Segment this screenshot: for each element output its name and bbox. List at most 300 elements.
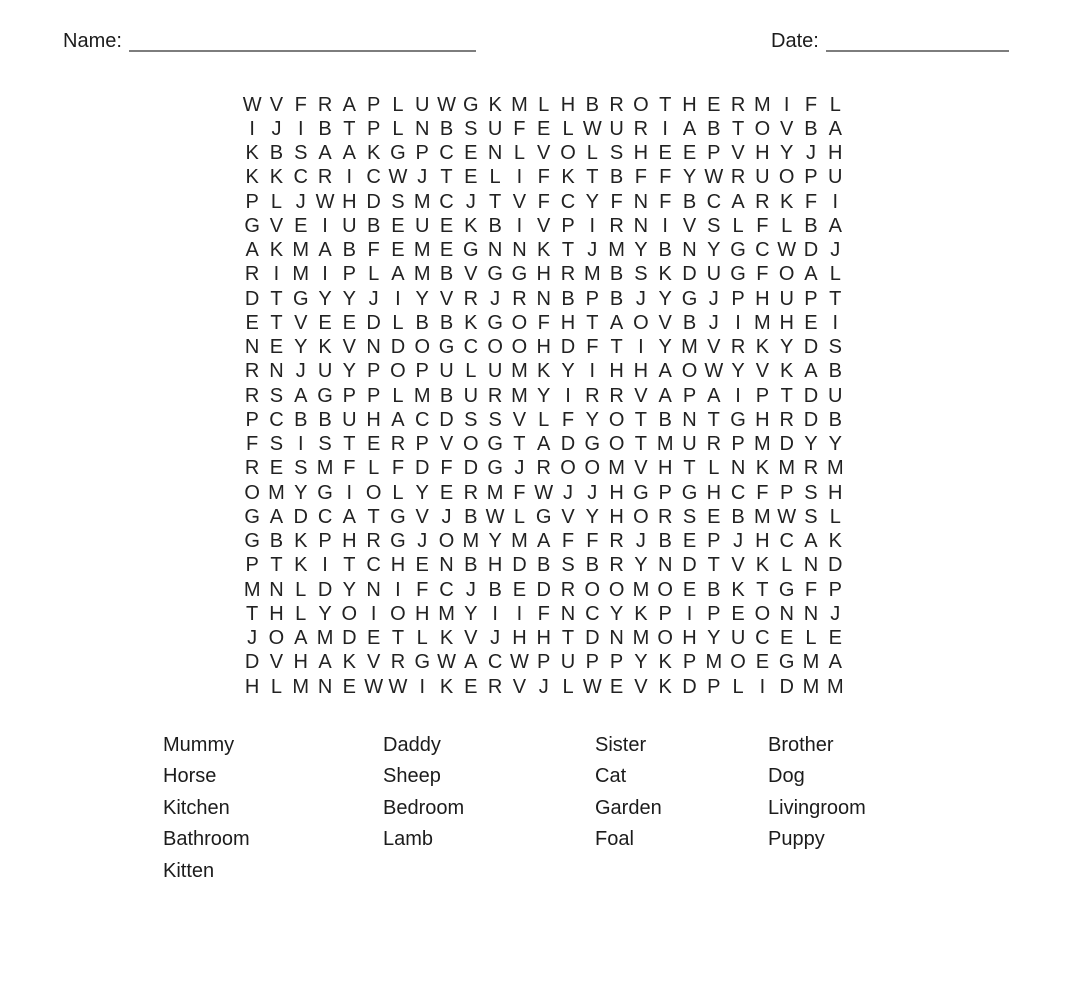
grid-letter: G — [390, 142, 406, 165]
grid-letter: R — [609, 530, 624, 553]
grid-letter: P — [415, 360, 429, 383]
grid-letter: K — [537, 239, 551, 262]
grid-letter: R — [487, 675, 503, 698]
grid-letter: E — [537, 117, 551, 140]
grid-letter: O — [244, 481, 260, 504]
grid-letter: J — [465, 190, 476, 213]
grid-letter: O — [633, 93, 649, 116]
grid-letter: H — [512, 627, 527, 650]
grid-letter: I — [783, 93, 790, 116]
grid-letter: Y — [415, 287, 429, 310]
grid-letter: Y — [294, 481, 308, 504]
grid-letter: A — [682, 117, 697, 140]
grid-letter: H — [342, 190, 357, 213]
grid-letter: G — [730, 263, 746, 286]
grid-letter: F — [659, 166, 672, 189]
grid-letter: O — [633, 505, 649, 528]
grid-letter: A — [464, 651, 478, 674]
grid-letter: B — [537, 554, 551, 577]
grid-letter: I — [322, 263, 328, 286]
grid-letter: T — [561, 627, 575, 650]
grid-letter: R — [317, 166, 333, 189]
grid-letter: E — [294, 214, 308, 237]
grid-letter: I — [589, 214, 596, 237]
grid-letter: U — [828, 384, 843, 407]
grid-letter: O — [341, 602, 358, 625]
grid-letter: T — [586, 166, 599, 189]
grid-letter: C — [706, 190, 722, 213]
grid-letter: R — [317, 93, 333, 116]
grid-letter: K — [439, 627, 454, 650]
grid-letter: E — [366, 433, 381, 456]
grid-letter: Y — [634, 554, 648, 577]
grid-letter: G — [390, 530, 406, 553]
grid-letter: W — [388, 675, 408, 698]
grid-letter: P — [682, 651, 697, 674]
grid-letter: T — [707, 408, 720, 431]
grid-letter: A — [391, 408, 405, 431]
grid-letter: H — [828, 142, 843, 165]
grid-letter: G — [244, 530, 260, 553]
grid-letter: J — [441, 505, 452, 528]
grid-letter: G — [390, 505, 406, 528]
grid-letter: Y — [585, 505, 599, 528]
grid-letter: K — [342, 651, 356, 674]
grid-letter: T — [270, 287, 283, 310]
grid-letter: N — [244, 336, 260, 359]
grid-letter: Y — [464, 602, 478, 625]
grid-letter: K — [537, 360, 551, 383]
grid-letter: W — [485, 505, 505, 528]
grid-letter: R — [244, 384, 260, 407]
grid-letter: U — [317, 360, 333, 383]
grid-letter: Y — [634, 651, 648, 674]
grid-letter: K — [464, 311, 478, 334]
grid-letter: K — [780, 190, 794, 213]
word-list-item: Cat — [595, 765, 627, 788]
grid-letter: D — [512, 554, 527, 577]
grid-letter: M — [292, 675, 310, 698]
word-list-item: Kitchen — [163, 796, 230, 819]
grid-letter: D — [779, 675, 794, 698]
word-list-column — [768, 730, 866, 856]
grid-letter: W — [582, 675, 602, 698]
grid-letter: T — [343, 554, 356, 577]
grid-letter: V — [269, 651, 284, 674]
grid-letter: B — [439, 263, 454, 286]
grid-letter: A — [294, 627, 308, 650]
grid-letter: M — [608, 457, 625, 480]
grid-letter: S — [804, 481, 818, 504]
grid-letter: B — [488, 214, 502, 237]
grid-letter: L — [489, 166, 501, 189]
grid-letter: Y — [561, 360, 575, 383]
grid-letter: V — [634, 457, 648, 480]
grid-letter: O — [438, 530, 455, 553]
grid-letter: M — [705, 651, 723, 674]
grid-letter: O — [390, 360, 406, 383]
grid-letter: N — [730, 457, 746, 480]
grid-letter: P — [585, 287, 599, 310]
grid-letter: Y — [780, 336, 794, 359]
grid-letter: M — [681, 336, 698, 359]
grid-letter: S — [828, 336, 842, 359]
grid-letter: W — [534, 481, 554, 504]
grid-letter: L — [805, 627, 817, 650]
grid-letter: R — [706, 433, 722, 456]
grid-letter: A — [707, 384, 721, 407]
grid-letter: E — [755, 651, 770, 674]
grid-letter: H — [609, 505, 624, 528]
grid-letter: U — [682, 433, 697, 456]
grid-letter: F — [804, 190, 818, 213]
grid-letter: F — [804, 93, 818, 116]
grid-letter: V — [464, 627, 478, 650]
grid-letter: I — [662, 117, 668, 140]
grid-letter: T — [561, 239, 575, 262]
grid-letter: P — [366, 360, 381, 383]
grid-letter: U — [439, 360, 454, 383]
grid-letter: B — [561, 287, 575, 310]
grid-letter: O — [608, 578, 625, 601]
grid-letter: Y — [634, 239, 648, 262]
grid-letter: E — [439, 214, 454, 237]
grid-letter: T — [731, 117, 745, 140]
grid-letter: W — [364, 675, 384, 698]
grid-letter: H — [390, 554, 406, 577]
grid-letter: D — [779, 433, 794, 456]
grid-letter: R — [585, 384, 600, 407]
grid-letter: V — [342, 336, 356, 359]
grid-letter: H — [657, 457, 673, 480]
grid-letter: V — [731, 554, 745, 577]
grid-letter: M — [754, 93, 771, 116]
grid-letter: E — [682, 142, 697, 165]
grid-letter: L — [392, 93, 404, 116]
grid-letter: C — [439, 142, 454, 165]
grid-letter: T — [489, 190, 502, 213]
grid-letter: U — [755, 166, 770, 189]
grid-letter: G — [511, 263, 528, 286]
grid-letter: I — [516, 214, 523, 237]
grid-letter: H — [415, 602, 430, 625]
grid-letter: S — [464, 117, 478, 140]
grid-letter: M — [438, 602, 455, 625]
grid-letter: R — [463, 481, 479, 504]
grid-letter: S — [391, 190, 405, 213]
grid-letter: K — [294, 530, 308, 553]
grid-letter: H — [609, 481, 624, 504]
grid-letter: M — [268, 481, 285, 504]
grid-letter: O — [608, 433, 625, 456]
grid-letter: J — [587, 481, 598, 504]
grid-letter: V — [439, 433, 454, 456]
date-field — [771, 30, 1009, 53]
grid-letter: E — [464, 166, 478, 189]
grid-letter: P — [804, 166, 818, 189]
grid-letter: N — [269, 578, 284, 601]
grid-letter: N — [633, 190, 649, 213]
grid-letter: P — [585, 651, 599, 674]
grid-letter: Y — [415, 481, 429, 504]
grid-letter: L — [513, 142, 525, 165]
grid-letter: D — [560, 433, 576, 456]
grid-letter: A — [828, 117, 842, 140]
grid-letter: A — [658, 360, 672, 383]
grid-letter: M — [608, 239, 625, 262]
grid-letter: L — [270, 190, 282, 213]
grid-letter: N — [560, 602, 576, 625]
grid-letter: E — [439, 481, 454, 504]
grid-letter: O — [584, 457, 601, 480]
grid-letter: J — [708, 311, 719, 334]
grid-letter: L — [513, 505, 525, 528]
grid-letter: B — [707, 578, 721, 601]
grid-letter: B — [804, 117, 818, 140]
grid-letter: J — [417, 530, 428, 553]
grid-letter: T — [391, 627, 405, 650]
grid-letter: J — [514, 457, 525, 480]
grid-letter: A — [731, 190, 745, 213]
grid-letter: M — [826, 675, 844, 698]
grid-letter: E — [658, 142, 672, 165]
grid-letter: I — [322, 554, 328, 577]
grid-letter: C — [366, 166, 381, 189]
grid-letter: U — [560, 651, 576, 674]
grid-letter: I — [395, 287, 401, 310]
grid-letter: G — [730, 239, 746, 262]
grid-letter: E — [245, 311, 259, 334]
grid-letter: F — [756, 263, 769, 286]
grid-letter: F — [634, 166, 647, 189]
word-list-item: Sheep — [383, 765, 441, 788]
grid-letter: G — [487, 311, 503, 334]
grid-letter: Y — [585, 190, 599, 213]
name-field — [63, 30, 476, 53]
grid-letter: Y — [707, 239, 721, 262]
grid-letter: P — [245, 554, 259, 577]
grid-letter: R — [244, 263, 260, 286]
grid-letter: P — [731, 433, 745, 456]
grid-letter: P — [342, 263, 356, 286]
grid-letter: R — [560, 263, 576, 286]
grid-letter: R — [536, 457, 551, 480]
grid-letter: Y — [318, 602, 332, 625]
grid-letter: L — [392, 311, 404, 334]
grid-letter: K — [634, 602, 648, 625]
grid-letter: K — [731, 578, 745, 601]
grid-letter: I — [735, 311, 741, 334]
grid-letter: D — [803, 408, 819, 431]
grid-letter: M — [632, 578, 650, 601]
grid-letter: O — [657, 627, 673, 650]
grid-letter: N — [366, 336, 381, 359]
grid-letter: D — [439, 408, 454, 431]
grid-letter: H — [706, 481, 722, 504]
grid-letter: N — [803, 554, 819, 577]
grid-letter: H — [755, 408, 770, 431]
grid-letter: E — [269, 457, 284, 480]
grid-letter: F — [537, 190, 550, 213]
grid-letter: O — [730, 651, 746, 674]
grid-letter: K — [318, 336, 332, 359]
grid-letter: P — [707, 602, 721, 625]
grid-letter: I — [686, 602, 693, 625]
grid-letter: I — [516, 166, 523, 189]
grid-letter: S — [269, 433, 284, 456]
grid-letter: P — [804, 287, 818, 310]
grid-letter: E — [269, 336, 284, 359]
grid-letter: N — [415, 117, 430, 140]
grid-letter: R — [390, 433, 406, 456]
grid-letter: B — [439, 384, 454, 407]
grid-letter: Y — [342, 287, 356, 310]
grid-letter: B — [658, 530, 672, 553]
grid-letter: A — [828, 214, 842, 237]
grid-letter: L — [562, 117, 574, 140]
grid-letter: L — [829, 263, 841, 286]
grid-letter: D — [803, 239, 819, 262]
grid-letter: V — [366, 651, 381, 674]
grid-letter: P — [707, 675, 721, 698]
grid-letter: O — [511, 336, 528, 359]
grid-letter: G — [584, 433, 601, 456]
grid-letter: T — [683, 457, 696, 480]
word-list — [0, 730, 1080, 900]
grid-letter: A — [828, 651, 842, 674]
grid-letter: Y — [658, 336, 672, 359]
grid-letter: I — [297, 117, 304, 140]
grid-letter: G — [244, 505, 260, 528]
grid-letter: V — [439, 287, 454, 310]
grid-letter: I — [662, 214, 668, 237]
grid-letter: O — [754, 602, 771, 625]
grid-letter: J — [490, 627, 501, 650]
grid-letter: I — [370, 602, 377, 625]
grid-letter: N — [682, 408, 697, 431]
grid-letter: M — [583, 263, 601, 286]
grid-letter: M — [754, 311, 771, 334]
grid-letter: A — [342, 505, 356, 528]
grid-letter: G — [681, 287, 698, 310]
grid-letter: K — [366, 142, 381, 165]
grid-letter: B — [609, 166, 624, 189]
grid-letter: L — [368, 263, 380, 286]
grid-letter: H — [342, 530, 357, 553]
grid-letter: V — [537, 214, 551, 237]
grid-letter: T — [367, 505, 380, 528]
grid-letter: P — [658, 602, 672, 625]
grid-letter: B — [828, 360, 842, 383]
grid-letter: W — [437, 93, 456, 116]
grid-letter: L — [732, 214, 744, 237]
grid-letter: I — [638, 336, 644, 359]
grid-letter: P — [342, 384, 356, 407]
grid-letter: G — [487, 457, 503, 480]
grid-letter: Y — [731, 360, 745, 383]
grid-letter: J — [295, 190, 306, 213]
grid-letter: E — [342, 675, 356, 698]
grid-letter: G — [778, 651, 795, 674]
grid-letter: V — [512, 675, 527, 698]
grid-letter: B — [609, 263, 624, 286]
grid-letter: F — [756, 481, 769, 504]
grid-letter: W — [704, 360, 724, 383]
grid-letter: H — [633, 142, 649, 165]
grid-letter: N — [657, 554, 673, 577]
grid-letter: R — [366, 530, 381, 553]
grid-letter: G — [414, 651, 430, 674]
grid-letter: K — [658, 675, 672, 698]
grid-letter: S — [318, 433, 332, 456]
grid-letter: W — [242, 93, 262, 116]
grid-letter: T — [440, 166, 453, 189]
grid-letter: L — [270, 675, 282, 698]
grid-letter: C — [560, 190, 576, 213]
grid-letter: J — [587, 239, 598, 262]
grid-letter: J — [805, 142, 816, 165]
grid-letter: F — [343, 457, 356, 480]
word-list-item: Mummy — [163, 734, 235, 756]
grid-letter: E — [609, 675, 624, 698]
grid-letter: J — [830, 602, 841, 625]
grid-letter: V — [269, 93, 284, 116]
grid-letter: S — [707, 214, 721, 237]
grid-letter: Y — [828, 433, 842, 456]
grid-letter: A — [804, 360, 818, 383]
grid-letter: G — [292, 287, 309, 310]
grid-letter: V — [464, 263, 478, 286]
grid-letter: I — [589, 360, 596, 383]
grid-letter: D — [342, 627, 357, 650]
grid-letter: B — [342, 239, 356, 262]
word-list-item: Foal — [595, 828, 634, 851]
grid-letter: V — [269, 214, 284, 237]
grid-letter: K — [488, 93, 502, 116]
grid-letter: F — [659, 190, 672, 213]
grid-letter: F — [537, 602, 550, 625]
grid-letter: T — [634, 433, 647, 456]
grid-letter: M — [486, 481, 504, 504]
grid-letter: F — [416, 578, 429, 601]
grid-letter: R — [730, 166, 746, 189]
grid-letter: E — [391, 214, 405, 237]
grid-letter: G — [463, 239, 479, 262]
grid-letter: D — [585, 627, 600, 650]
grid-letter: M — [511, 93, 528, 116]
grid-letter: O — [560, 142, 576, 165]
grid-letter: N — [633, 214, 649, 237]
grid-letter: D — [803, 384, 819, 407]
grid-letter: L — [392, 384, 404, 407]
word-list-column — [383, 730, 464, 856]
grid-letter: A — [318, 239, 332, 262]
grid-letter: M — [316, 627, 334, 650]
grid-letter: U — [828, 166, 843, 189]
word-list-item: Bedroom — [383, 796, 465, 819]
grid-letter: Y — [342, 360, 356, 383]
grid-letter: M — [802, 651, 820, 674]
grid-letter: B — [439, 311, 454, 334]
grid-letter: H — [487, 554, 503, 577]
grid-letter: D — [682, 675, 697, 698]
grid-letter: L — [562, 675, 574, 698]
grid-letter: E — [464, 675, 478, 698]
grid-letter: B — [682, 311, 697, 334]
grid-letter: B — [415, 311, 429, 334]
grid-letter: A — [804, 263, 818, 286]
grid-letter: F — [537, 311, 550, 334]
